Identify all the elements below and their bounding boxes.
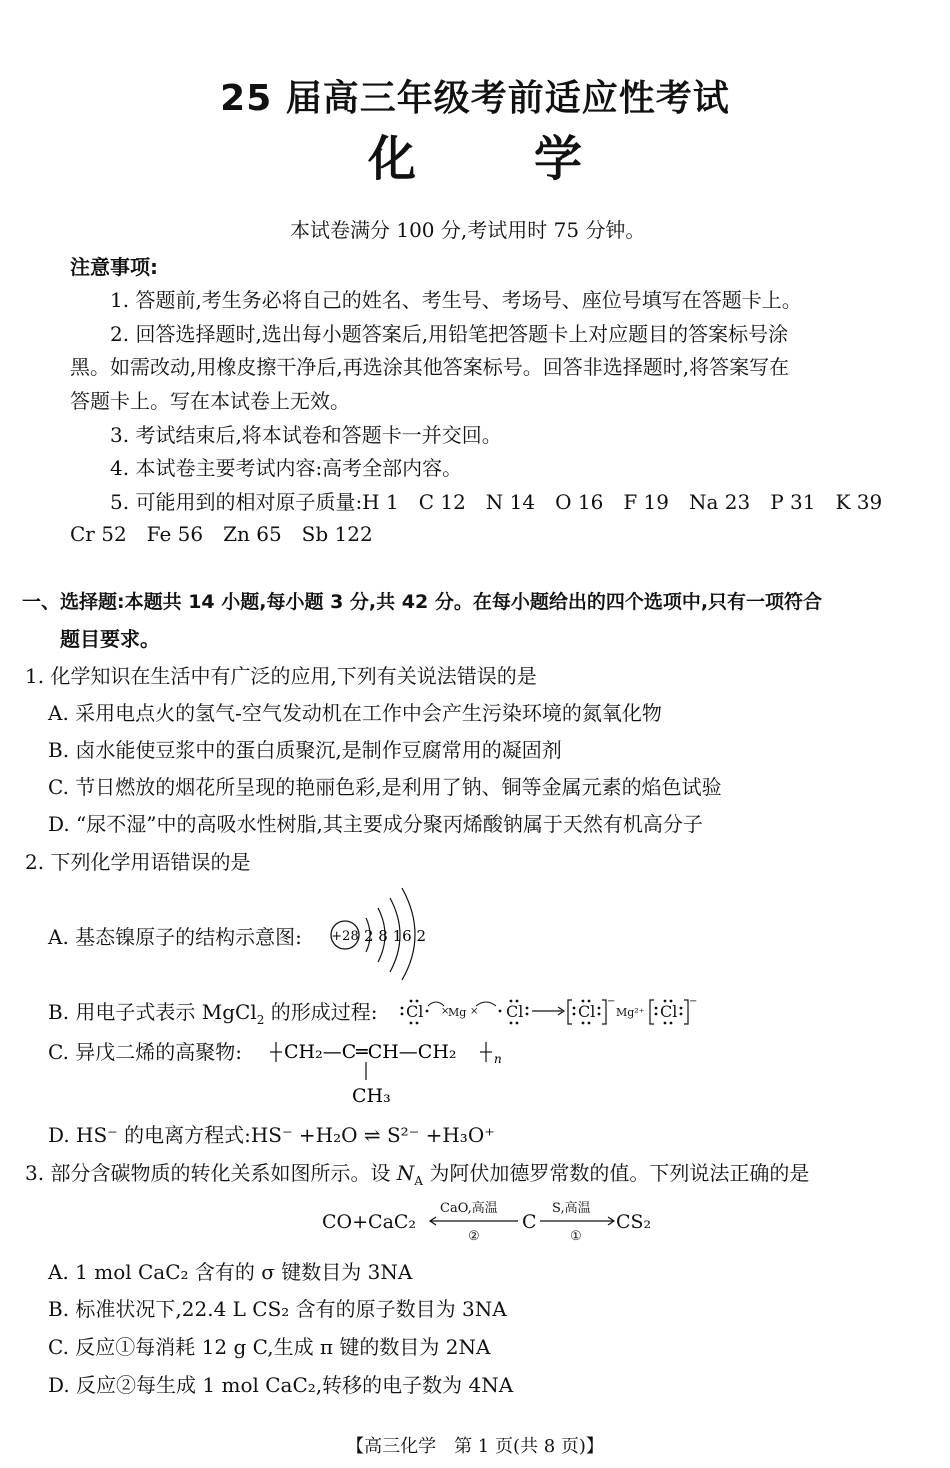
nickel-atom-diagram	[328, 880, 438, 980]
note-2c: 答题卡上。写在本试卷上无效。	[70, 389, 350, 413]
q3-stem: 3. 部分含碳物质的转化关系如图所示。设 $N_A$ 为阿伏加德罗常数的值。下列说法正确的是	[25, 1161, 810, 1188]
note-4: 4. 本试卷主要考试内容:高考全部内容。	[110, 456, 463, 480]
svg-text:×: ×	[470, 1006, 479, 1017]
svg-text:Mg: Mg	[448, 1006, 467, 1019]
section-heading-a: 一、选择题:本题共 14 小题,每小题 3 分,共 42 分。在每小题给出的四个选项中,只有一项符合	[22, 591, 823, 613]
exam-info: 本试卷满分 100 分,考试用时 75 分钟。	[290, 218, 646, 242]
svg-text:−: −	[689, 996, 698, 1007]
scheme-mid: C	[522, 1211, 537, 1233]
isoprene-polymer-structure	[262, 1036, 522, 1110]
scheme-number-2: ②	[468, 1229, 480, 1244]
methyl-branch: CH₃	[352, 1085, 391, 1107]
section-heading-b: 题目要求。	[60, 627, 160, 651]
svg-text:Mg²⁺: Mg²⁺	[616, 1006, 645, 1019]
page-footer: 【高三化学 第 1 页(共 8 页)】	[346, 1436, 604, 1457]
svg-text:×: ×	[441, 1006, 450, 1017]
scheme-left: CO+CaC₂	[322, 1211, 417, 1233]
svg-text:−: −	[607, 996, 616, 1007]
scheme-condition-1: S,高温	[552, 1201, 591, 1216]
mgcl2-formation-diagram	[396, 996, 696, 1028]
q3-option-b: B. 标准状况下,22.4 L CS₂ 含有的原子数目为 3NA	[48, 1297, 507, 1321]
svg-text:Cl: Cl	[506, 1002, 524, 1021]
q3-option-d: D. 反应②每生成 1 mol CaC₂,转移的电子数为 4NA	[48, 1373, 514, 1397]
q3-option-a: A. 1 mol CaC₂ 含有的 σ 键数目为 3NA	[48, 1260, 413, 1284]
q2-option-d: D. HS⁻ 的电离方程式:HS⁻ +H₂O ⇌ S²⁻ +H₃O⁺	[48, 1123, 495, 1147]
note-2a: 2. 回答选择题时,选出每小题答案后,用铅笔把答题卡上对应题目的答案标号涂	[110, 322, 789, 346]
notes-heading: 注意事项:	[70, 255, 158, 279]
q1-option-a: A. 采用电点火的氢气-空气发动机在工作中会产生污染环境的氮氧化物	[48, 701, 662, 725]
svg-text:Cl: Cl	[660, 1002, 678, 1021]
q1-stem: 1. 化学知识在生活中有广泛的应用,下列有关说法错误的是	[25, 664, 537, 688]
carbon-conversion-scheme	[318, 1192, 658, 1248]
q3-option-c: C. 反应①每消耗 12 g C,生成 π 键的数目为 2NA	[48, 1335, 491, 1359]
q2-option-c: C. 异戊二烯的高聚物:	[48, 1040, 243, 1064]
note-5a: 5. 可能用到的相对原子质量:H 1 C 12 N 14 O 16 F 19 Na 23 P 31 K 39	[110, 490, 883, 514]
q2-option-b: B. 用电子式表示 MgCl$_2$ 的形成过程:	[48, 1000, 378, 1027]
subject-title: 化学	[367, 131, 700, 187]
nucleus-charge: +28	[331, 929, 359, 944]
electron-shells: 2 8 16 2	[364, 927, 427, 945]
scheme-number-1: ①	[570, 1229, 582, 1244]
q1-option-b: B. 卤水能使豆浆中的蛋白质聚沉,是制作豆腐常用的凝固剂	[48, 738, 562, 762]
q1-option-d: D. “尿不湿”中的高吸水性树脂,其主要成分聚丙烯酸钠属于天然有机高分子	[48, 812, 703, 836]
note-1: 1. 答题前,考生务必将自己的姓名、考生号、考场号、座位号填写在答题卡上。	[110, 288, 802, 312]
polymer-n: n	[494, 1052, 502, 1066]
q2-option-a: A. 基态镍原子的结构示意图:	[48, 925, 302, 949]
svg-text:Cl: Cl	[578, 1002, 596, 1021]
note-2b: 黑。如需改动,用橡皮擦干净后,再选涂其他答案标号。回答非选择题时,将答案写在	[70, 355, 790, 379]
polymer-chain: CH₂—C═CH—CH₂	[284, 1041, 457, 1063]
note-5b: Cr 52 Fe 56 Zn 65 Sb 122	[70, 522, 373, 546]
exam-title: 25 届高三年级考前适应性考试	[220, 78, 730, 119]
scheme-condition-2: CaO,高温	[440, 1201, 498, 1216]
scheme-right: CS₂	[616, 1211, 652, 1233]
q1-option-c: C. 节日燃放的烟花所呈现的艳丽色彩,是利用了钠、铜等金属元素的焰色试验	[48, 775, 722, 799]
q2-stem: 2. 下列化学用语错误的是	[25, 850, 251, 874]
note-3: 3. 考试结束后,将本试卷和答题卡一并交回。	[110, 423, 502, 447]
svg-text:Cl: Cl	[406, 1002, 424, 1021]
